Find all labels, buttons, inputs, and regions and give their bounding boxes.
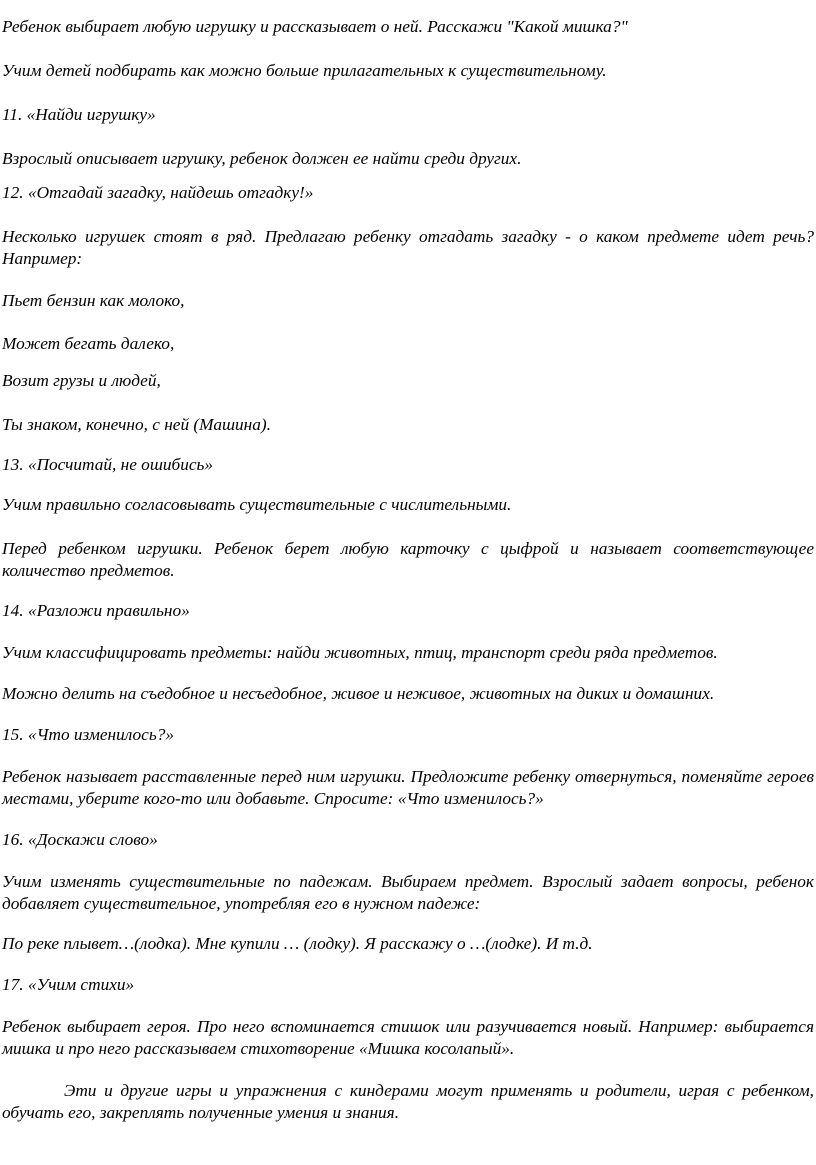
paragraph: Несколько игрушек стоят в ряд. Предлагаю ребенку отгадать загадку - о каком предмете идет речь? Например:: [2, 227, 814, 268]
section-heading: 13. «Посчитай, не ошибись»: [2, 455, 214, 474]
paragraph: Можно делить на съедобное и несъедобное, живое и неживое, животных на диких и домашних.: [2, 684, 715, 703]
section-heading: 14. «Разложи правильно»: [2, 601, 190, 620]
paragraph: Ребенок выбирает героя. Про него вспоминается стишок или разучивается новый. Например: выбирается мишка и про него рассказываем стихотворение «Мишка косолапый».: [2, 1017, 814, 1058]
paragraph: Ребенок выбирает любую игрушку и рассказывает о ней. Расскажи "Какой мишка?": [2, 17, 628, 36]
section-heading: 11. «Найди игрушку»: [2, 105, 156, 124]
paragraph: Перед ребенком игрушки. Ребенок берет любую карточку с цыфрой и называет соответствующее количество предметов.: [2, 539, 814, 580]
paragraph: Учим правильно согласовывать существительные с числительными.: [2, 495, 512, 514]
poem-line: Может бегать далеко,: [2, 334, 175, 353]
paragraph: Ребенок называет расставленные перед ним игрушки. Предложите ребенку отвернуться, поменяйте героев местами, уберите кого-то или добавьте. Спросите: «Что изменилось?»: [2, 767, 814, 808]
paragraph: Учим классифицировать предметы: найди животных, птиц, транспорт среди ряда предметов.: [2, 643, 718, 662]
section-heading: 17. «Учим стихи»: [2, 975, 135, 994]
poem-line: Возит грузы и людей,: [2, 371, 161, 390]
paragraph: Учим детей подбирать как можно больше прилагательных к существительному.: [2, 61, 607, 80]
paragraph: По реке плывет…(лодка). Мне купили … (лодку). Я расскажу о …(лодке). И т.д.: [2, 934, 593, 953]
paragraph: Учим изменять существительные по падежам. Выбираем предмет. Взрослый задает вопросы, ребенок добавляет существительное, употребляя его в нужном падеже:: [2, 872, 814, 913]
poem-line: Ты знаком, конечно, с ней (Машина).: [2, 415, 271, 434]
section-heading: 16. «Доскажи слово»: [2, 830, 158, 849]
closing-paragraph: Эти и другие игры и упражнения с киндерами могут применять и родители, играя с ребенком, обучать его, закреплять полученные умения и знания.: [2, 1081, 814, 1122]
section-heading: 12. «Отгадай загадку, найдешь отгадку!»: [2, 183, 314, 202]
poem-line: Пьет бензин как молоко,: [2, 291, 185, 310]
section-heading: 15. «Что изменилось?»: [2, 725, 174, 744]
paragraph: Взрослый описывает игрушку, ребенок должен ее найти среди других.: [2, 149, 522, 168]
